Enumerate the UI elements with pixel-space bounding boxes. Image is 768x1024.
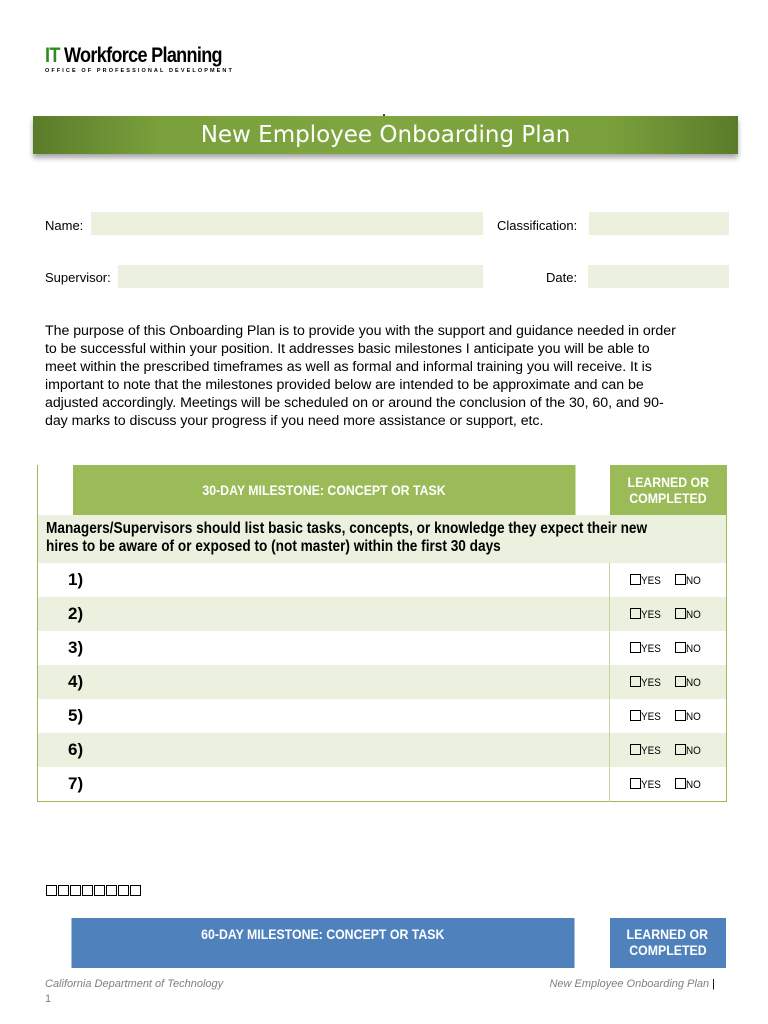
table-row: [38, 699, 727, 733]
footer-organization: California Department of Technology: [45, 978, 224, 990]
intro-paragraph: [45, 322, 730, 430]
item-number[interactable]: 3): [68, 638, 84, 657]
table-row: [38, 597, 727, 631]
item-number[interactable]: 7): [68, 774, 84, 793]
yes-checkbox[interactable]: [630, 778, 641, 789]
glyph-box: [130, 885, 141, 896]
item-number[interactable]: 5): [68, 706, 84, 725]
supervisor-field[interactable]: [118, 265, 483, 288]
yes-checkbox[interactable]: [630, 642, 641, 653]
status-cell: YES NO: [610, 767, 727, 802]
no-checkbox[interactable]: [675, 676, 686, 687]
glyph-box: [46, 885, 57, 896]
table-row: [38, 767, 727, 802]
no-checkbox[interactable]: [675, 710, 686, 721]
footer-document-title: New Employee Onboarding Plan |: [549, 978, 715, 990]
milestone-60-header: 60-DAY MILESTONE: CONCEPT OR TASK: [71, 918, 574, 968]
workforce-planning-logo: [45, 44, 251, 75]
yes-checkbox[interactable]: [630, 608, 641, 619]
table-row: [38, 631, 727, 665]
intro-line: The purpose of this Onboarding Plan is to provide you with the support and guidance needed in order: [45, 323, 676, 339]
glyph-box: [94, 885, 105, 896]
logo-subtitle: OFFICE OF PROFESSIONAL DEVELOPMENT: [45, 68, 234, 74]
glyph-box: [118, 885, 129, 896]
milestone-60-status-header: LEARNED OR COMPLETED: [609, 918, 726, 968]
milestone-30-instruction-row: [38, 515, 727, 563]
status-cell: YES NO: [610, 733, 727, 767]
glyph-box: [106, 885, 117, 896]
status-cell: YES NO: [610, 631, 727, 665]
yes-checkbox[interactable]: [630, 676, 641, 687]
milestone-30-header-row: [38, 465, 727, 515]
supervisor-label: Supervisor:: [45, 270, 111, 285]
status-cell: YES NO: [610, 699, 727, 733]
milestone-30-instruction: Managers/Supervisors should list basic tasks, concepts, or knowledge they expect their new hires to be aware of or exposed to (not master) within the first 30 days: [38, 515, 727, 563]
intro-line: day marks to discuss your progress if you need more assistance or support, etc.: [45, 413, 544, 429]
table-row: [38, 733, 727, 767]
table-row: [38, 563, 727, 597]
status-cell: YES NO: [610, 665, 727, 699]
logo-title: IT Workforce Planning: [45, 44, 222, 67]
milestone-30-header: 30-DAY MILESTONE: CONCEPT OR TASK: [72, 465, 575, 515]
status-cell: YES NO: [610, 563, 727, 597]
missing-glyph-boxes: [46, 885, 142, 896]
milestone-60-table: [37, 918, 726, 968]
milestone-30-status-header: LEARNED OR COMPLETED: [610, 465, 727, 515]
item-number[interactable]: 4): [38, 665, 610, 699]
status-cell: YES NO: [610, 597, 727, 631]
milestone-30-table: [37, 465, 727, 802]
page-title-banner: New Employee Onboarding Plan: [33, 116, 738, 154]
no-checkbox[interactable]: [675, 608, 686, 619]
no-checkbox[interactable]: [675, 744, 686, 755]
glyph-box: [58, 885, 69, 896]
classification-field[interactable]: [589, 212, 729, 235]
no-checkbox[interactable]: [675, 642, 686, 653]
no-checkbox[interactable]: [675, 778, 686, 789]
name-field[interactable]: [91, 212, 483, 235]
intro-line: adjusted accordingly. Meetings will be scheduled on or around the conclusion of the 30, 60, and 90-: [45, 395, 664, 411]
date-field[interactable]: [588, 265, 729, 288]
yes-checkbox[interactable]: [630, 744, 641, 755]
item-number[interactable]: 1): [68, 570, 84, 589]
intro-line: meet within the prescribed timeframes as well as formal and informal training you will receive. It is: [45, 359, 652, 375]
yes-checkbox[interactable]: [630, 710, 641, 721]
intro-line: to be successful within your position. It addresses basic milestones I anticipate you will be able to: [45, 341, 650, 357]
table-row: [38, 665, 727, 699]
name-label: Name:: [45, 218, 84, 233]
date-label: Date:: [546, 270, 578, 285]
classification-label: Classification:: [497, 218, 578, 233]
item-number[interactable]: 2): [38, 597, 610, 631]
glyph-box: [82, 885, 93, 896]
item-number[interactable]: 6): [38, 733, 610, 767]
milestone-60-header-row: [37, 918, 726, 968]
page-number: 1: [45, 993, 52, 1005]
intro-line: important to note that the milestones provided below are intended to be approximate and can be: [45, 377, 644, 393]
yes-checkbox[interactable]: [630, 574, 641, 585]
glyph-box: [70, 885, 81, 896]
no-checkbox[interactable]: [675, 574, 686, 585]
